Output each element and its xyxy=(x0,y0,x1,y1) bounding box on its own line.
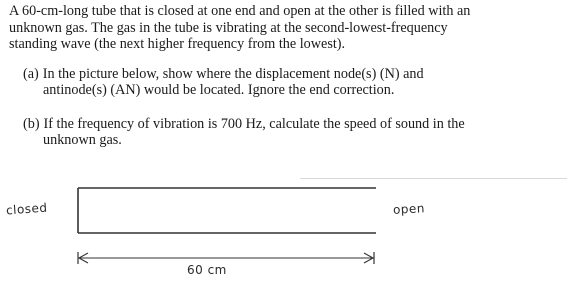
open-end-label: open xyxy=(392,201,426,217)
part-b-line-1: If the frequency of vibration is 700 Hz, calculate the speed of sound in the xyxy=(43,115,465,132)
part-b-marker: (b) xyxy=(23,115,40,132)
intro-line-3: standing wave (the next higher frequency from the lowest). xyxy=(9,36,346,52)
tube-length-label: 60 cm xyxy=(187,263,227,277)
part-b-line-2: unknown gas. xyxy=(43,132,122,148)
intro-line-2: unknown gas. The gas in the tube is vibrating at the second-lowest-frequency xyxy=(9,19,448,36)
part-a-marker: (a) xyxy=(23,65,39,82)
closed-end-label: closed xyxy=(5,200,48,218)
part-a-line-2: antinode(s) (AN) would be located. Ignore the end correction. xyxy=(43,82,395,98)
part-a-line-1: In the picture below, show where the displacement node(s) (N) and xyxy=(42,65,424,82)
intro-line-1: A 60-cm-long tube that is closed at one end and open at the other is filled with an xyxy=(9,3,471,19)
